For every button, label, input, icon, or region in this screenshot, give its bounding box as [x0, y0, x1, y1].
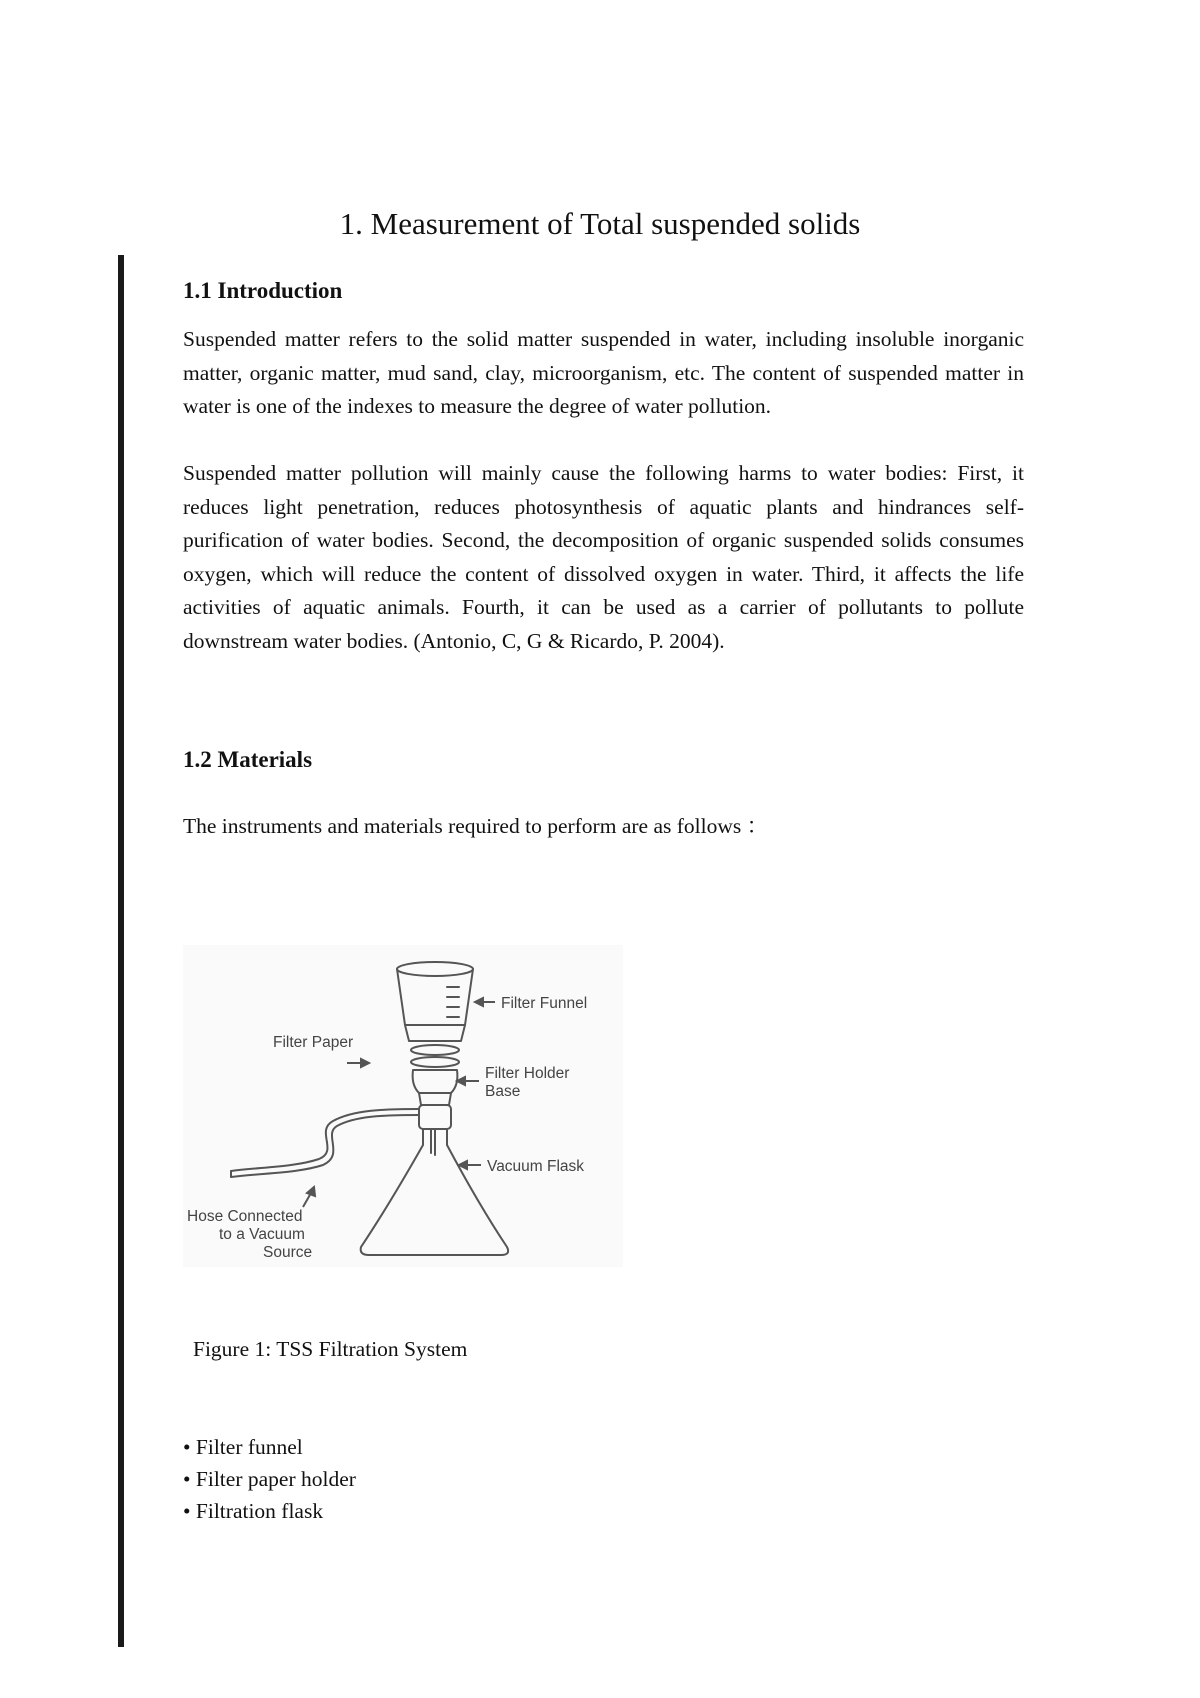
materials-heading: 1.2 Materials: [183, 747, 313, 772]
margin-bar: [118, 255, 124, 1647]
label-hose-2: to a Vacuum: [219, 1226, 305, 1243]
figure-tss-filtration: [183, 945, 623, 1267]
label-filter-funnel: Filter Funnel: [501, 995, 588, 1012]
intro-paragraph-1: Suspended matter refers to the solid matter suspended in water, including insoluble inorganic matter, organic matter, mud sand, clay, microorganism, etc. The content of suspended matter in water is one of the indexes to measure the degree of water pollution.: [183, 327, 1024, 419]
label-vacuum-flask: Vacuum Flask: [487, 1158, 585, 1175]
label-filter-holder: Filter Holder: [485, 1065, 570, 1082]
label-hose-1: Hose Connected: [187, 1208, 303, 1225]
filtration-diagram: [183, 945, 623, 1267]
filter-holder-base-shape: [413, 1070, 458, 1105]
label-hose-3: Source: [263, 1244, 313, 1261]
materials-lead: The instruments and materials required to perform are as follows ：: [183, 814, 769, 838]
label-filter-holder-base: Base: [485, 1083, 521, 1100]
page-title: 1. Measurement of Total suspended solids: [339, 206, 861, 241]
intro-paragraph-2: Suspended matter pollution will mainly cause the following harms to water bodies: First, it reduces light penetration, reduces photosynthesis of aquatic plants and hindrances self-purification of water bodies. Second, the decomposition of organic suspended solids consumes oxygen, which will reduce the content of dissolved oxygen in water. Third, it affects the life activities of aquatic animals. Fourth, it can be used as a carrier of pollutants to pollute downstream water bodies. (Antonio, C, G & Ricardo, P. 2004).: [183, 461, 1024, 653]
list-item: • Filter funnel: [183, 1435, 303, 1459]
filter-paper-shape: [411, 1045, 459, 1067]
label-filter-paper: Filter Paper: [273, 1034, 354, 1051]
vacuum-flask-shape: [361, 1105, 508, 1255]
materials-list: [183, 1431, 356, 1527]
list-item: • Filter paper holder: [183, 1467, 356, 1491]
intro-heading: 1.1 Introduction: [183, 278, 343, 303]
vacuum-hose-shape: [231, 1109, 419, 1177]
filter-funnel-shape: [397, 962, 473, 1041]
figure-caption: Figure 1: TSS Filtration System: [193, 1337, 468, 1361]
list-item: • Filtration flask: [183, 1499, 324, 1523]
